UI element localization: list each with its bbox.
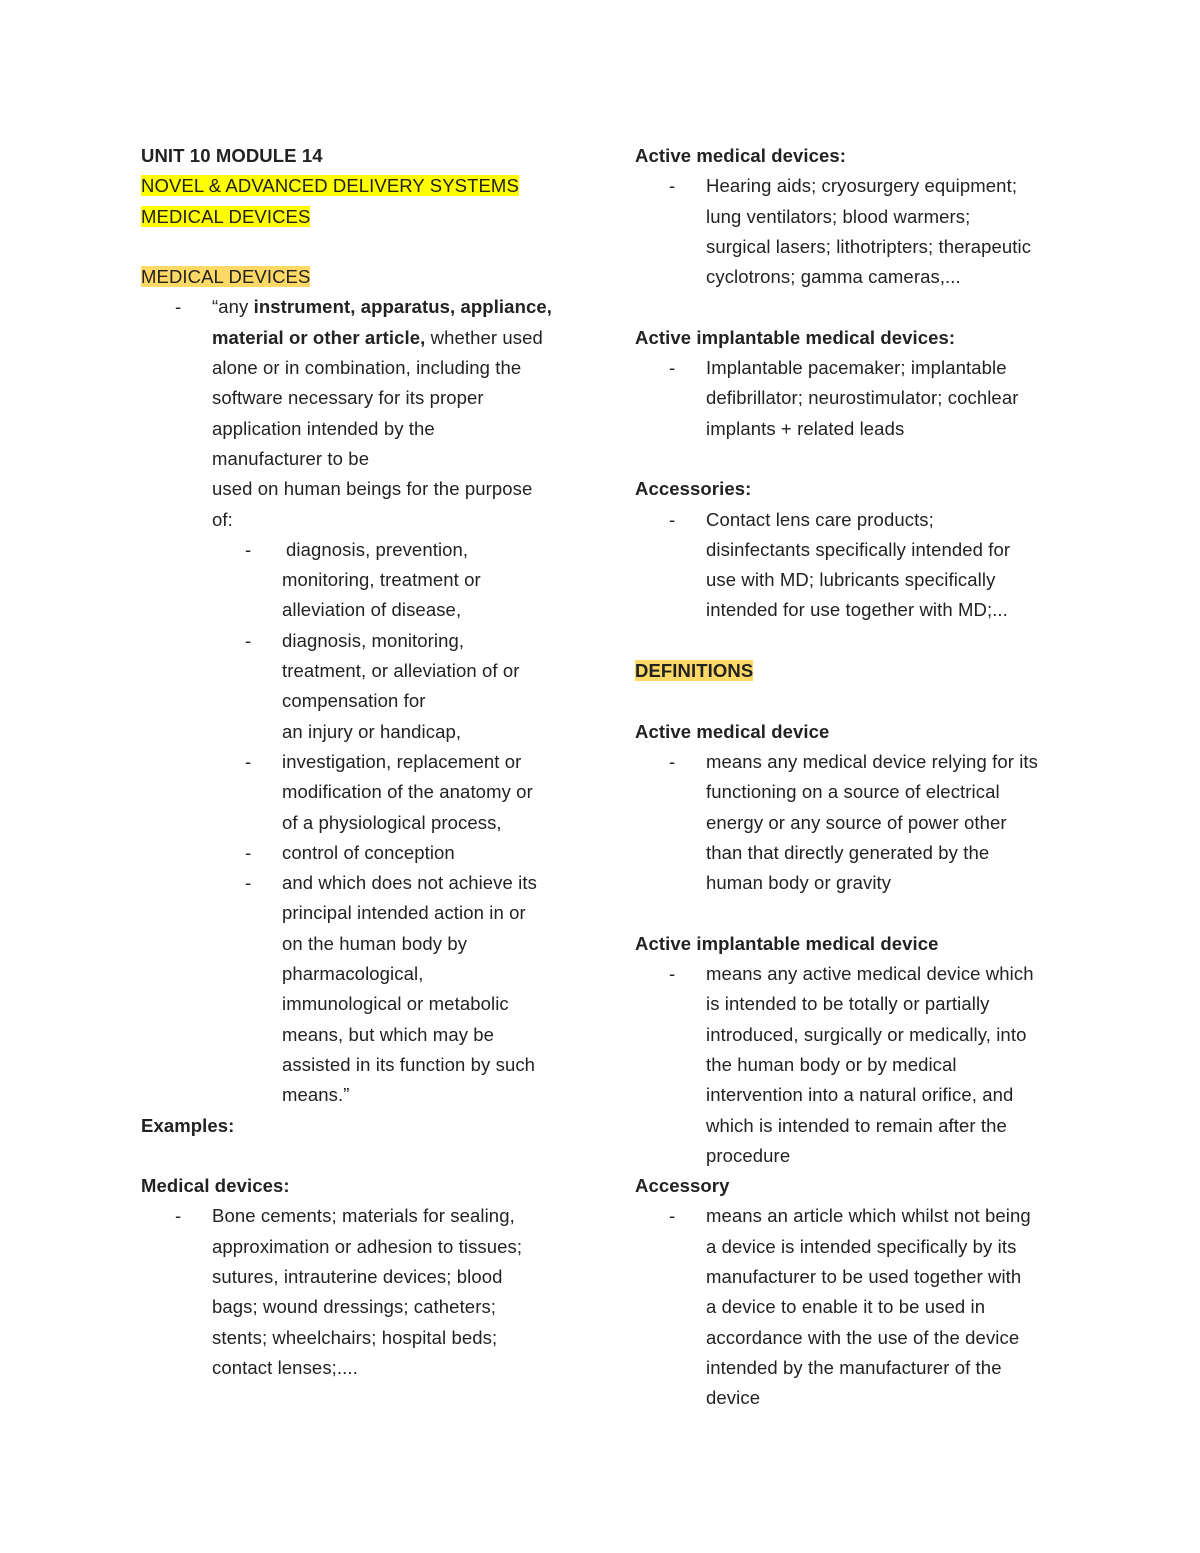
purpose-line: investigation, replacement or bbox=[282, 750, 522, 772]
definition-line: than that directly generated by the bbox=[706, 841, 990, 863]
left-column bbox=[141, 141, 581, 1383]
definition-bold-1: instrument, apparatus, appliance, bbox=[253, 296, 552, 318]
purpose-line: pharmacological, bbox=[282, 963, 424, 985]
purpose-line: means.” bbox=[282, 1084, 350, 1106]
purpose-line: modification of the anatomy or bbox=[282, 781, 533, 803]
definition-line: intervention into a natural orifice, and bbox=[706, 1084, 1014, 1106]
example-line: contact lenses;.... bbox=[212, 1356, 358, 1378]
definition-line: application intended by the bbox=[212, 417, 435, 439]
example-line: lung ventilators; blood warmers; bbox=[706, 205, 971, 227]
definition-line: software necessary for its proper bbox=[212, 387, 484, 409]
active-implantable-definition bbox=[635, 959, 1075, 1171]
purpose-line: assisted in its function by such bbox=[282, 1053, 536, 1075]
unit-title: UNIT 10 MODULE 14 bbox=[141, 145, 323, 166]
purpose-line: an injury or handicap, bbox=[282, 720, 462, 742]
purpose-line: principal intended action in or bbox=[282, 902, 526, 924]
example-line: sutures, intrauterine devices; blood bbox=[212, 1265, 503, 1287]
active-device-definition bbox=[635, 747, 1075, 898]
accessory-definition-heading: Accessory bbox=[635, 1175, 730, 1197]
purpose-line: and which does not achieve its bbox=[282, 872, 537, 894]
example-line: intended for use together with MD;... bbox=[706, 599, 1008, 621]
bullet-dash: - bbox=[669, 1205, 676, 1227]
examples-heading: Examples: bbox=[141, 1114, 235, 1136]
bullet-dash: - bbox=[175, 296, 182, 318]
definition-line: manufacturer to be bbox=[212, 447, 370, 469]
topic-title: MEDICAL DEVICES bbox=[141, 205, 311, 227]
active-implantable-definition-heading: Active implantable medical device bbox=[635, 932, 939, 954]
purpose-line: monitoring, treatment or bbox=[282, 569, 481, 591]
definition-line: a device is intended specifically by its bbox=[706, 1235, 1017, 1257]
purpose-line: alleviation of disease, bbox=[282, 599, 462, 621]
definition-line: device bbox=[706, 1387, 761, 1409]
purpose-line: means, but which may be bbox=[282, 1023, 495, 1045]
purpose-line: treatment, or alleviation of or bbox=[282, 660, 520, 682]
example-line: Contact lens care products; bbox=[706, 508, 934, 530]
bullet-dash: - bbox=[669, 963, 676, 985]
bullet-dash: - bbox=[245, 538, 252, 560]
example-line: disinfectants specifically intended for bbox=[706, 538, 1011, 560]
definition-line: energy or any source of power other bbox=[706, 811, 1007, 833]
example-line: bags; wound dressings; catheters; bbox=[212, 1296, 497, 1318]
bullet-dash: - bbox=[669, 357, 676, 379]
example-line: Hearing aids; cryosurgery equipment; bbox=[706, 175, 1018, 197]
example-line: Implantable pacemaker; implantable bbox=[706, 357, 1007, 379]
definition-line: is intended to be totally or partially bbox=[706, 993, 990, 1015]
definition-line: of: bbox=[212, 508, 233, 530]
accessory-definition bbox=[635, 1201, 1075, 1413]
right-column bbox=[635, 141, 1075, 1413]
definition-line: manufacturer to be used together with bbox=[706, 1265, 1022, 1287]
definition-line: used on human beings for the purpose bbox=[212, 478, 533, 500]
purpose-line: on the human body by bbox=[282, 932, 468, 954]
bullet-dash: - bbox=[669, 508, 676, 530]
definition-post-2: whether used bbox=[425, 326, 543, 348]
example-line: implants + related leads bbox=[706, 417, 905, 439]
definition-line: procedure bbox=[706, 1144, 791, 1166]
definition-line: alone or in combination, including the bbox=[212, 357, 522, 379]
active-implantable-examples bbox=[635, 353, 1075, 444]
definition-line: means an article which whilst not being bbox=[706, 1205, 1031, 1227]
definition-pre: “any bbox=[212, 296, 254, 318]
definition-line: means any medical device relying for its bbox=[706, 750, 1039, 772]
purpose-line: diagnosis, prevention, bbox=[286, 538, 469, 560]
definition-bullet bbox=[141, 292, 581, 534]
definition-line: intended by the manufacturer of the bbox=[706, 1356, 1002, 1378]
active-devices-examples bbox=[635, 171, 1075, 292]
definition-line: a device to enable it to be used in bbox=[706, 1296, 986, 1318]
definition-line: which is intended to remain after the bbox=[706, 1114, 1007, 1136]
purpose-line: immunological or metabolic bbox=[282, 993, 509, 1015]
bullet-dash: - bbox=[245, 841, 252, 863]
example-line: stents; wheelchairs; hospital beds; bbox=[212, 1326, 498, 1348]
bullet-dash: - bbox=[245, 750, 252, 772]
example-line: approximation or adhesion to tissues; bbox=[212, 1235, 523, 1257]
bullet-dash: - bbox=[245, 872, 252, 894]
definition-line: functioning on a source of electrical bbox=[706, 781, 1000, 803]
definition-line: human body or gravity bbox=[706, 872, 892, 894]
course-title: NOVEL & ADVANCED DELIVERY SYSTEMS bbox=[141, 175, 519, 197]
definition-line: accordance with the use of the device bbox=[706, 1326, 1020, 1348]
accessories-examples bbox=[635, 505, 1075, 626]
purpose-line: diagnosis, monitoring, bbox=[282, 629, 465, 651]
definition-line: means any active medical device which bbox=[706, 963, 1034, 985]
purpose-list bbox=[141, 535, 581, 1111]
example-line: defibrillator; neurostimulator; cochlear bbox=[706, 387, 1019, 409]
active-device-definition-heading: Active medical device bbox=[635, 720, 830, 742]
example-line: Bone cements; materials for sealing, bbox=[212, 1205, 515, 1227]
purpose-line: control of conception bbox=[282, 841, 455, 863]
purpose-line: compensation for bbox=[282, 690, 426, 712]
bullet-dash: - bbox=[245, 629, 252, 651]
active-implantable-heading: Active implantable medical devices: bbox=[635, 326, 956, 348]
definitions-heading: DEFINITIONS bbox=[635, 660, 754, 682]
medical-devices-examples bbox=[141, 1201, 581, 1383]
definition-line: the human body or by medical bbox=[706, 1053, 957, 1075]
definition-line: introduced, surgically or medically, into bbox=[706, 1023, 1027, 1045]
bullet-dash: - bbox=[175, 1205, 182, 1227]
example-line: use with MD; lubricants specifically bbox=[706, 569, 996, 591]
bullet-dash: - bbox=[669, 750, 676, 772]
accessories-heading: Accessories: bbox=[635, 478, 752, 500]
bullet-dash: - bbox=[669, 175, 676, 197]
medical-devices-examples-heading: Medical devices: bbox=[141, 1175, 290, 1197]
example-line: cyclotrons; gamma cameras,... bbox=[706, 266, 961, 288]
example-line: surgical lasers; lithotripters; therapeutic bbox=[706, 235, 1032, 257]
definition-bold-2: material or other article, bbox=[212, 326, 426, 348]
medical-devices-heading: MEDICAL DEVICES bbox=[141, 266, 311, 288]
purpose-line: of a physiological process, bbox=[282, 811, 502, 833]
active-devices-heading: Active medical devices: bbox=[635, 145, 847, 166]
